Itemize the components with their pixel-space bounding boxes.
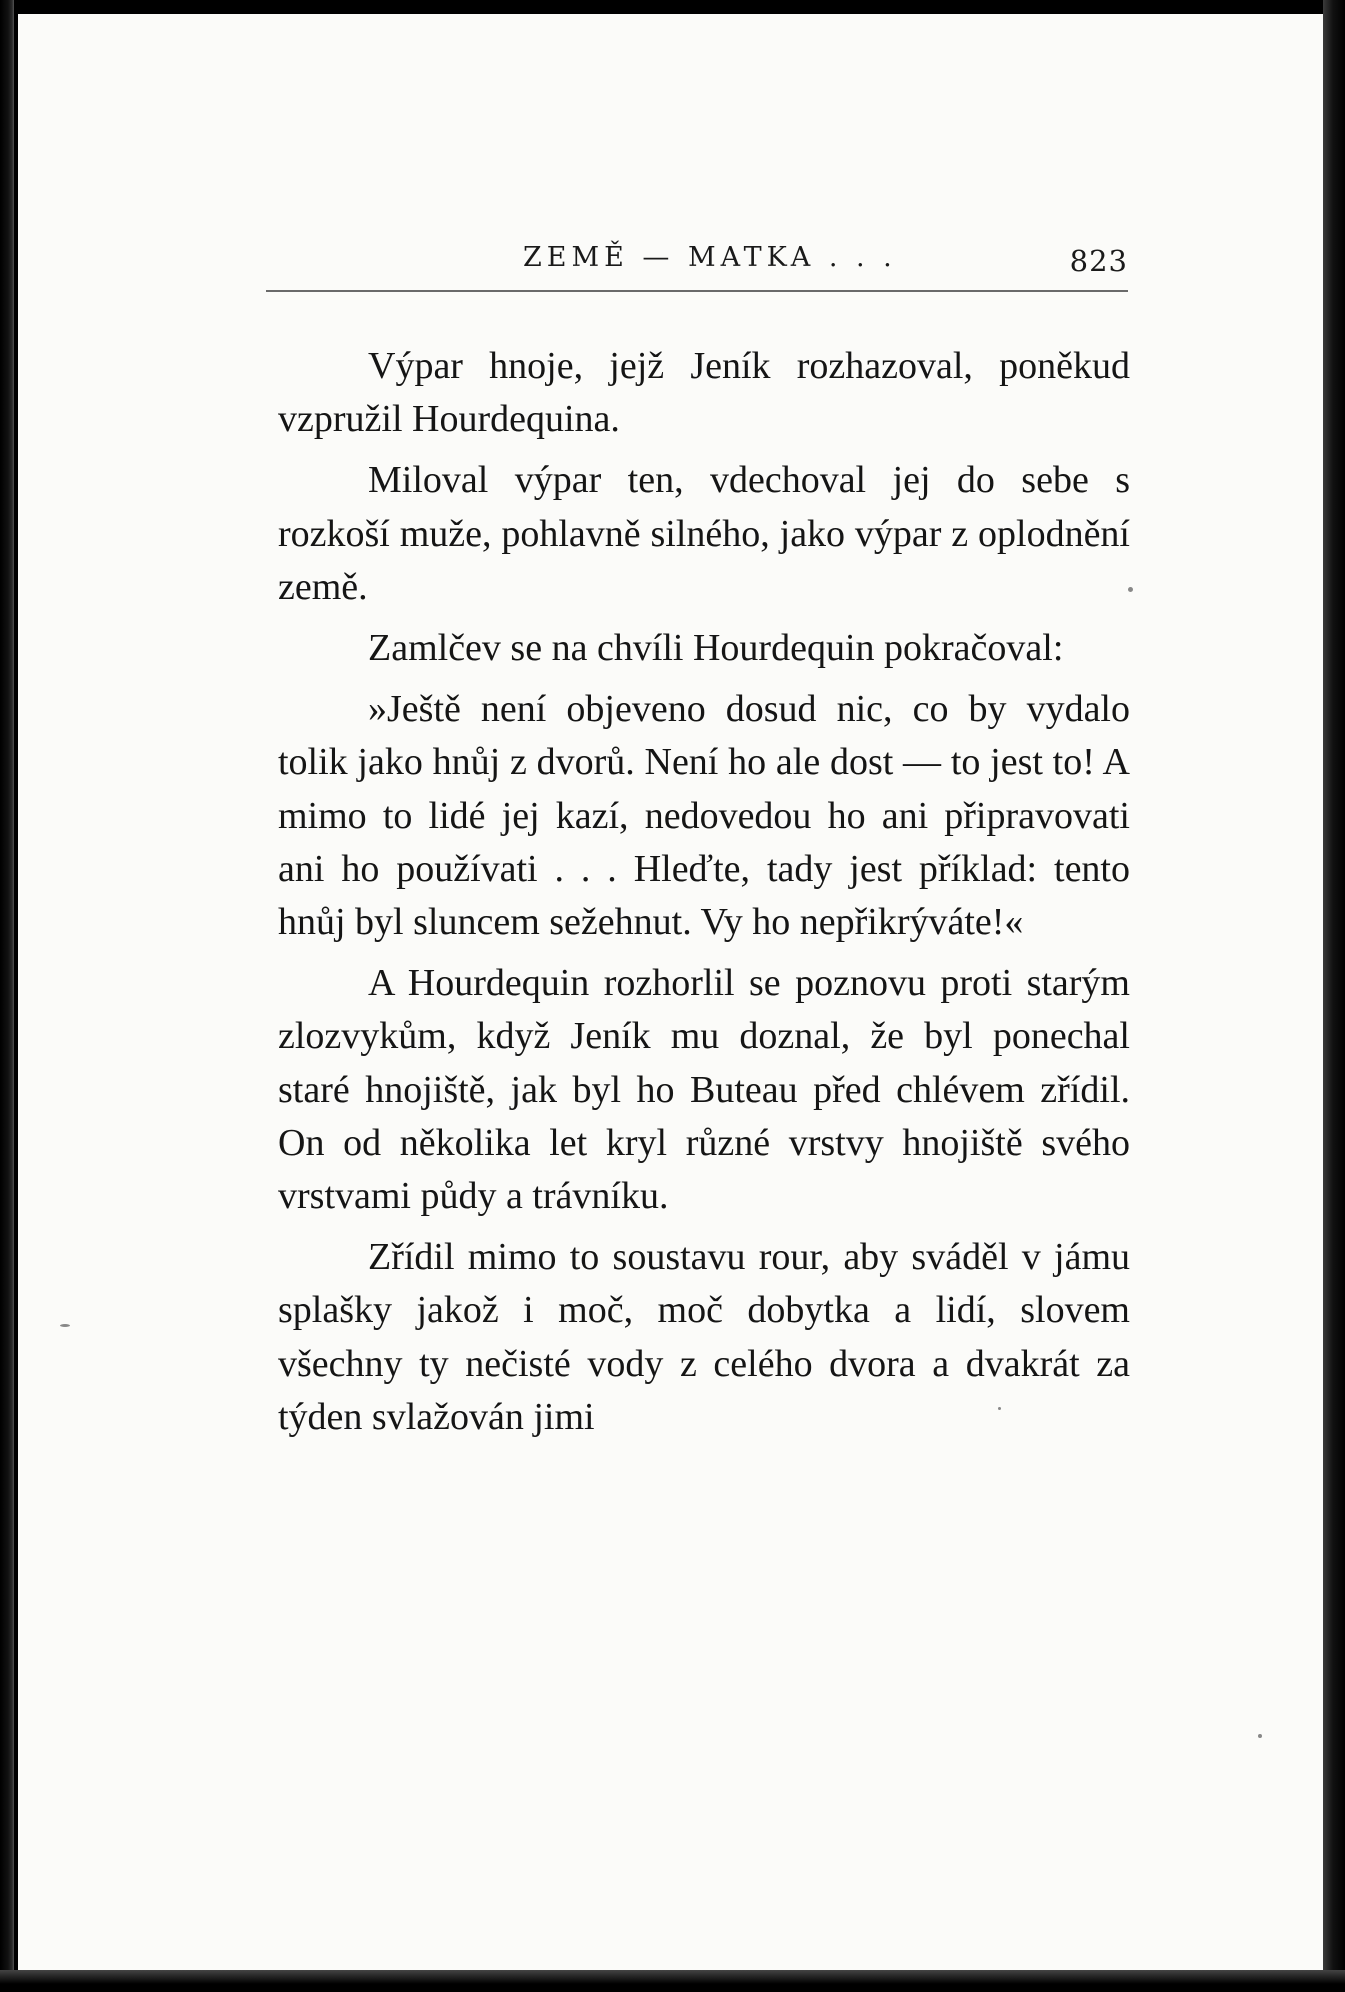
book-page bbox=[18, 14, 1323, 1972]
scan-border-top bbox=[0, 0, 1345, 14]
paragraph-6: Zřídil mimo to soustavu rour, aby sváděl v jámu splašky jakož i moč, moč dobytka a lidí, slovem všechny ty nečisté vody z celého dvora a dvakrát za týden svlažován jimi bbox=[278, 1236, 1130, 1438]
paragraph-2: Miloval výpar ten, vdechoval jej do sebe s rozkoší muže, pohlavně silného, jako výpar z oplodnění země. bbox=[278, 459, 1130, 608]
scan-border-right bbox=[1323, 0, 1345, 1992]
page-header bbox=[253, 242, 1128, 282]
page-number: 823 bbox=[1069, 244, 1128, 278]
scan-border-bottom bbox=[0, 1970, 1345, 1992]
running-title: ZEMĚ — MATKA . . . bbox=[523, 242, 897, 273]
body-text bbox=[278, 340, 1130, 1452]
paragraph-3: Zamlčev se na chvíli Hourdequin pokračoval: bbox=[368, 627, 1064, 670]
paragraph-1: Výpar hnoje, jejž Jeník rozhazoval, poněkud vzpružil Hourdequina. bbox=[278, 345, 1130, 441]
header-rule bbox=[266, 290, 1128, 292]
paper-speck bbox=[998, 1407, 1001, 1410]
paper-speck bbox=[1258, 1734, 1262, 1738]
scan-border-left bbox=[0, 0, 14, 1992]
paragraph-4: »Ještě není objeveno dosud nic, co by vydalo tolik jako hnůj z dvorů. Není ho ale dost — to jest to! A mimo to lidé jej kazí, nedovedou ho ani připravovati ani ho používati . . . Hleďte, tady jest příklad: tento hnůj byl sluncem sežehnut. Vy ho nepřikrýváte!« bbox=[278, 688, 1130, 944]
paper-speck bbox=[1128, 587, 1133, 592]
paragraph-5: A Hourdequin rozhorlil se poznovu proti starým zlozvykům, když Jeník mu doznal, že byl ponechal staré hnojiště, jak byl ho Buteau před chlévem zřídil. On od několika let kryl různé vrstvy hnojiště svého vrstvami půdy a trávníku. bbox=[278, 962, 1130, 1218]
paper-speck bbox=[60, 1324, 70, 1327]
